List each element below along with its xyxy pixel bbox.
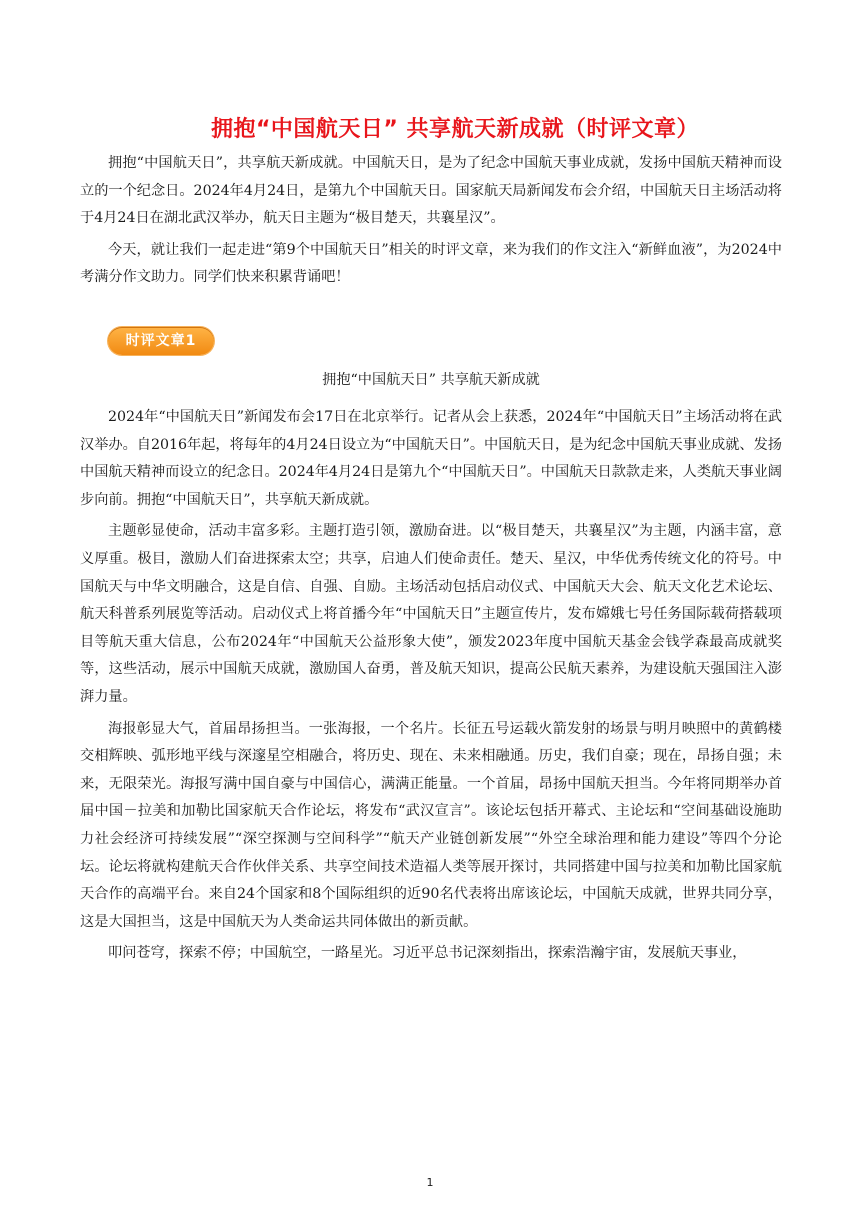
document-title: 拥抱“中国航天日” 共享航天新成就（时评文章） [210, 117, 700, 142]
intro-paragraph: 今天，就让我们一起走进“第9个中国航天日”相关的时评文章，来为我们的作文注入“新鲜血液”，为2024中考满分作文助力。同学们快来积累背诵吧！ [80, 241, 782, 285]
article-paragraph: 主题彰显使命，活动丰富多彩。主题打造引领，激励奋进。以“极目楚天，共襄星汉”为主题，内涵丰富，意义厚重。极目，激励人们奋进探索太空；共享，启迪人们使命责任。楚天、星汉，中华优秀传统文化的符号。中国航天与中华文明融合，这是自信、自强、自励。主场活动包括启动仪式、中国航天大会、航天文化艺术论坛、航天科普系列展览等活动。启动仪式上将首播今年“中国航天日”主题宣传片，发布嫦娥七号任务国际载荷搭载项目等航天重大信息，公布2024年“中国航天公益形象大使”，颁发2023年度中国航天基金会钱学森最高成就奖等，这些活动，展示中国航天成就，激励国人奋勇，普及航天知识，提高公民航天素养，为建设航天强国注入澎湃力量。 [80, 523, 782, 705]
article-body [80, 404, 782, 972]
section-badge: 时评文章1 [108, 327, 214, 355]
intro-section [80, 150, 782, 296]
article-title: 拥抱“中国航天日” 共享航天新成就 [322, 372, 540, 388]
intro-paragraph: 拥抱“中国航天日”，共享航天新成就。中国航天日，是为了纪念中国航天事业成就，发扬中国航天精神而设立的一个纪念日。2024年4月24日，是第九个中国航天日。国家航天局新闻发布会介绍，中国航天日主场活动将于4月24日在湖北武汉举办，航天日主题为“极目楚天，共襄星汉”。 [80, 155, 782, 226]
page-number: 1 [426, 1176, 434, 1189]
article-paragraph: 2024年“中国航天日”新闻发布会17日在北京举行。记者从会上获悉，2024年“中国航天日”主场活动将在武汉举办。自2016年起，将每年的4月24日设立为“中国航天日”。中国航天日，是为纪念中国航天事业成就、发扬中国航天精神而设立的纪念日。2024年4月24日是第九个“中国航天日”。中国航天日款款走来，人类航天事业阔步向前。拥抱“中国航天日”，共享航天新成就。 [80, 409, 782, 508]
article-paragraph: 叩问苍穹，探索不停；中国航空，一路星光。习近平总书记深刻指出，探索浩瀚宇宙，发展航天事业， [108, 945, 747, 962]
article-paragraph: 海报彰显大气，首届昂扬担当。一张海报，一个名片。长征五号运载火箭发射的场景与明月映照中的黄鹤楼交相辉映、弧形地平线与深邃星空相融合，将历史、现在、未来相融通。历史，我们自豪；现在，昂扬自强；未来，无限荣光。海报写满中国自豪与中国信心，满满正能量。一个首届，昂扬中国航天担当。今年将同期举办首届中国－拉美和加勒比国家航天合作论坛，将发布“武汉宣言”。该论坛包括开幕式、主论坛和“空间基础设施助力社会经济可持续发展”“深空探测与空间科学”“航天产业链创新发展”“外空全球治理和能力建设”等四个分论坛。论坛将就构建航天合作伙伴关系、共享空间技术造福人类等展开探讨，共同搭建中国与拉美和加勒比国家航天合作的高端平台。来自24个国家和8个国际组织的近90名代表将出席该论坛，中国航天成就，世界共同分享，这是大国担当，这是中国航天为人类命运共同体做出的新贡献。 [80, 720, 782, 930]
